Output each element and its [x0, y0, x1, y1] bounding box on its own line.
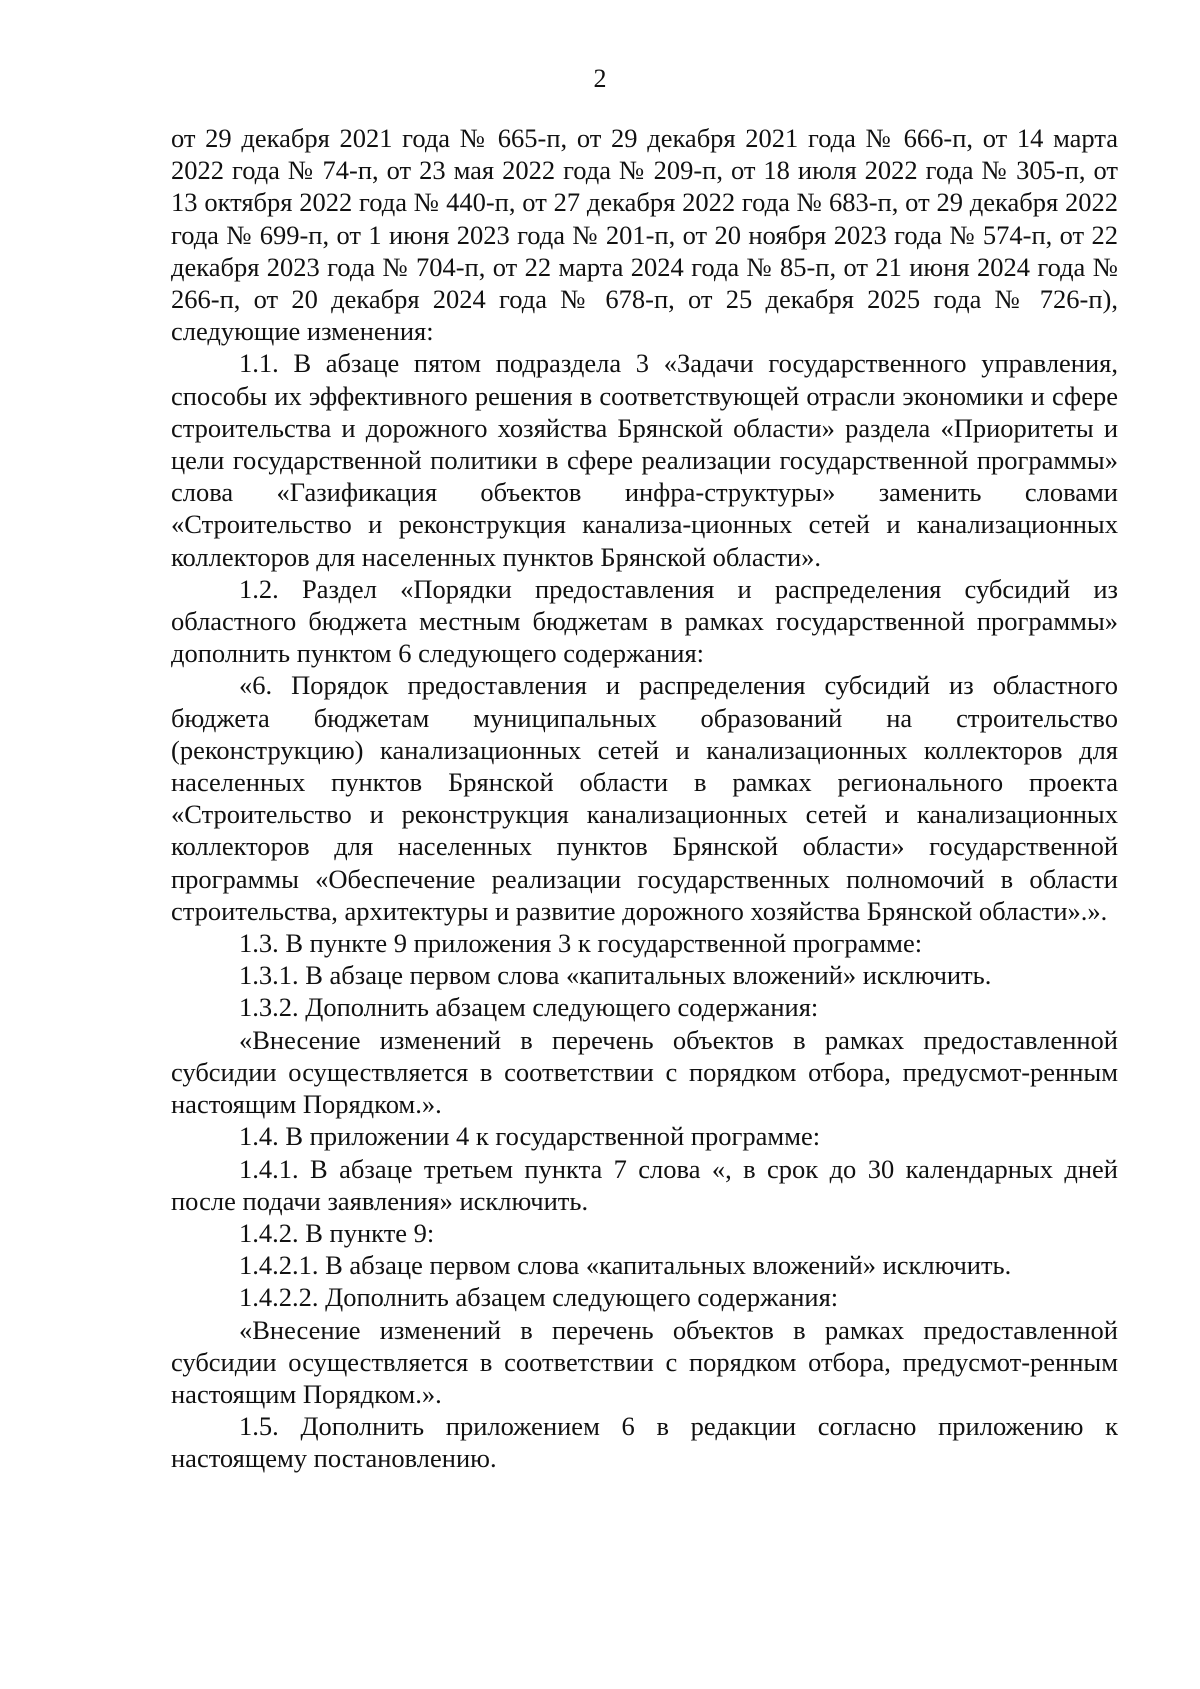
- paragraph-1-4-2-2: 1.4.2.2. Дополнить абзацем следующего содержания:: [239, 1282, 839, 1313]
- paragraph-1-3: 1.3. В пункте 9 приложения 3 к государственной программе:: [239, 928, 923, 959]
- paragraph-1-5: 1.5. Дополнить приложением 6 в редакции согласно приложению к настоящему постановлению.: [171, 1411, 1118, 1474]
- paragraph-quote-1-4-2-2: «Внесение изменений в перечень объектов в рамках предоставленной субсидии осуществляется в соответствии с порядком отбора, предусмот-ренным настоящим Порядком.».: [171, 1314, 1118, 1409]
- paragraph-1-3-1: 1.3.1. В абзаце первом слова «капитальных вложений» исключить.: [239, 960, 992, 991]
- paragraph-1-4-2-1: 1.4.2.1. В абзаце первом слова «капитальных вложений» исключить.: [239, 1250, 1012, 1281]
- paragraph-1-2: 1.2. Раздел «Порядки предоставления и распределения субсидий из областного бюджета местным бюджетам в рамках государственной программы» дополнить пунктом 6 следующего содержания:: [171, 573, 1118, 669]
- paragraph-1-4: 1.4. В приложении 4 к государственной программе:: [239, 1121, 821, 1152]
- document-body: [171, 122, 1118, 1475]
- page-number: 2: [593, 64, 607, 93]
- paragraph-1-3-2: 1.3.2. Дополнить абзацем следующего содержания:: [239, 992, 819, 1023]
- paragraph-1-1: 1.1. В абзаце пятом подраздела 3 «Задачи государственного управления, способы их эффективного решения в соответствующей отрасли экономики и сфере строительства и дорожного хозяйства Брянской области» раздела «Приоритеты и цели государственной политики в сфере реализации государственной программы» слова «Газификация объектов инфра-структуры» заменить словами «Строительство и реконструкция канализа-ционных сетей и канализационных коллекторов для населенных пунктов Брянской области».: [171, 348, 1118, 572]
- paragraph-1-4-2: 1.4.2. В пункте 9:: [239, 1217, 435, 1248]
- paragraph-quote-6: «6. Порядок предоставления и распределения субсидий из областного бюджета бюджетам муниципальных образований на строительство (реконструкцию) канализационных сетей и канализационных коллекторов для населенных пунктов Брянской области в рамках регионального проекта «Строительство и реконструкция канализационных сетей и канализационных коллекторов для населенных пунктов Брянской области» государственной программы «Обеспечение реализации государственных полномочий в области строительства, архитектуры и развитие дорожного хозяйства Брянской области».».: [171, 670, 1118, 926]
- paragraph-1-4-1: 1.4.1. В абзаце третьем пункта 7 слова «, в срок до 30 календарных дней после подачи заявления» исключить.: [171, 1153, 1118, 1216]
- paragraph-continuation: от 29 декабря 2021 года № 665-п, от 29 декабря 2021 года № 666-п, от 14 марта 2022 года № 74-п, от 23 мая 2022 года № 209-п, от 18 июля 2022 года № 305-п, от 13 октября 2022 года № 440-п, от 27 декабря 2022 года № 683-п, от 29 декабря 2022 года № 699-п, от 1 июня 2023 года № 201-п, от 20 ноября 2023 года № 574-п, от 22 декабря 2023 года № 704-п, от 22 марта 2024 года № 85-п, от 21 июня 2024 года № 266-п, от 20 декабря 2024 года № 678-п, от 25 декабря 2025 года № 726-п), следующие изменения:: [171, 123, 1118, 347]
- paragraph-quote-1-3-2: «Внесение изменений в перечень объектов в рамках предоставленной субсидии осуществляется в соответствии с порядком отбора, предусмот-ренным настоящим Порядком.».: [171, 1024, 1118, 1120]
